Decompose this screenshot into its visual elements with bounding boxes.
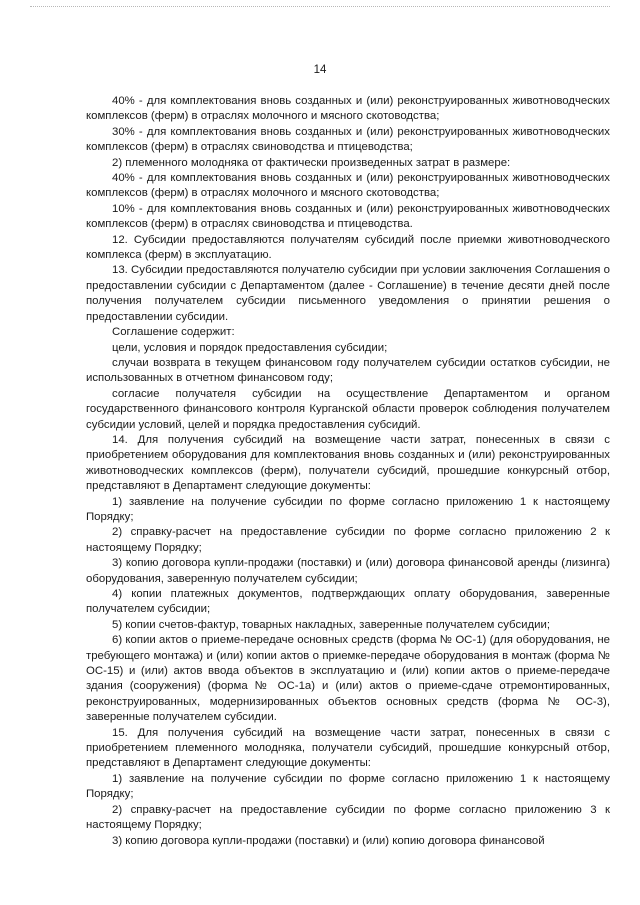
- paragraph: 15. Для получения субсидий на возмещение части затрат, понесенных в связи с приобретением племенного молодняка, получатели субсидий, прошедшие конкурсный отбор, представляют в Департамент следующие документы:: [86, 726, 610, 770]
- paragraph: 2) справку-расчет на предоставление субсидии по форме согласно приложению 3 к настоящему Порядку;: [86, 803, 610, 832]
- page-number: 14: [313, 64, 327, 76]
- paragraph: Соглашение содержит:: [112, 326, 235, 339]
- paragraph: 1) заявление на получение субсидии по форме согласно приложению 1 к настоящему Порядку;: [86, 495, 610, 523]
- paragraph: 2) справку-расчет на предоставление субсидии по форме согласно приложению 2 к настоящему Порядку;: [86, 526, 610, 554]
- paragraph: 5) копии счетов-фактур, товарных накладных, заверенные получателем субсидии;: [112, 618, 551, 631]
- paragraph: согласие получателя субсидии на осуществление Департаментом и органом государственного финансового контроля Курганской области проверок соблюдения получателем субсидии условий, целей и порядка предоставления субсидий.: [86, 387, 610, 431]
- paragraph: 12. Субсидии предоставляются получателям субсидий после приемки животноводческого комплекса (ферм) в эксплуатацию.: [86, 233, 610, 262]
- paragraph: 4) копии платежных документов, подтверждающих оплату оборудования, заверенные получателем субсидии;: [86, 588, 610, 616]
- paragraph: 30% - для комплектования вновь созданных и (или) реконструированных животноводческих комплексов (ферм) в отраслях свиноводства и птицеводства;: [86, 125, 610, 154]
- paragraph: 3) копию договора купли-продажи (поставки) и (или) договора финансовой аренды (лизинга) оборудования, заверенную получателем субсидии;: [86, 557, 610, 585]
- paragraph: цели, условия и порядок предоставления субсидии;: [112, 341, 388, 354]
- paragraph: 3) копию договора купли-продажи (поставки) и (или) копию договора финансовой: [112, 834, 545, 847]
- paragraph: 40% - для комплектования вновь созданных и (или) реконструированных животноводческих комплексов (ферм) в отраслях молочного и мясного скотоводства;: [86, 95, 610, 123]
- scan-edge-line: [30, 6, 610, 7]
- paragraph: 13. Субсидии предоставляются получателю субсидии при условии заключения Соглашения о предоставлении субсидии с Департаментом (далее - Соглашение) в течение десяти дней после получения получателем субсидии письменного уведомления о принятии решения о предоставлении субсидии.: [86, 264, 610, 323]
- paragraph: 1) заявление на получение субсидии по форме согласно приложению 1 к настоящему Порядку;: [86, 772, 610, 801]
- document-body: [86, 94, 610, 849]
- paragraph: 14. Для получения субсидий на возмещение части затрат, понесенных в связи с приобретением оборудования для комплектования вновь созданных и (или) реконструированных животноводческих комплексов (ферм), получатели субсидий, прошедшие конкурсный отбор, представляют в Департамент следующие документы:: [86, 433, 610, 493]
- paragraph: 6) копии актов о приеме-передаче основных средств (форма № ОС-1) (для оборудования, не требующего монтажа) и (или) копии актов о приемке-передаче оборудования в монтаж (форма № ОС-15) и (или) актов ввода объектов в эксплуатацию и (или) копии актов о приеме-передаче здания (сооружения) (форма № ОС-1а) и (или) актов о приеме-сдаче отремонтированных, реконструированных, модернизированных объектов основных средств (форма № ОС-3), заверенные получателем субсидии.: [86, 634, 610, 724]
- paragraph: случаи возврата в текущем финансовом году получателем субсидии остатков субсидии, не использованных в отчетном финансовом году;: [86, 356, 610, 385]
- paragraph: 2) племенного молодняка от фактически произведенных затрат в размере:: [112, 156, 511, 169]
- paragraph: 10% - для комплектования вновь созданных и (или) реконструированных животноводческих комплексов (ферм) в отраслях свиноводства и птицеводства.: [86, 202, 610, 231]
- paragraph: 40% - для комплектования вновь созданных и (или) реконструированных животноводческих комплексов (ферм) в отраслях молочного и мясного скотоводства;: [86, 172, 610, 200]
